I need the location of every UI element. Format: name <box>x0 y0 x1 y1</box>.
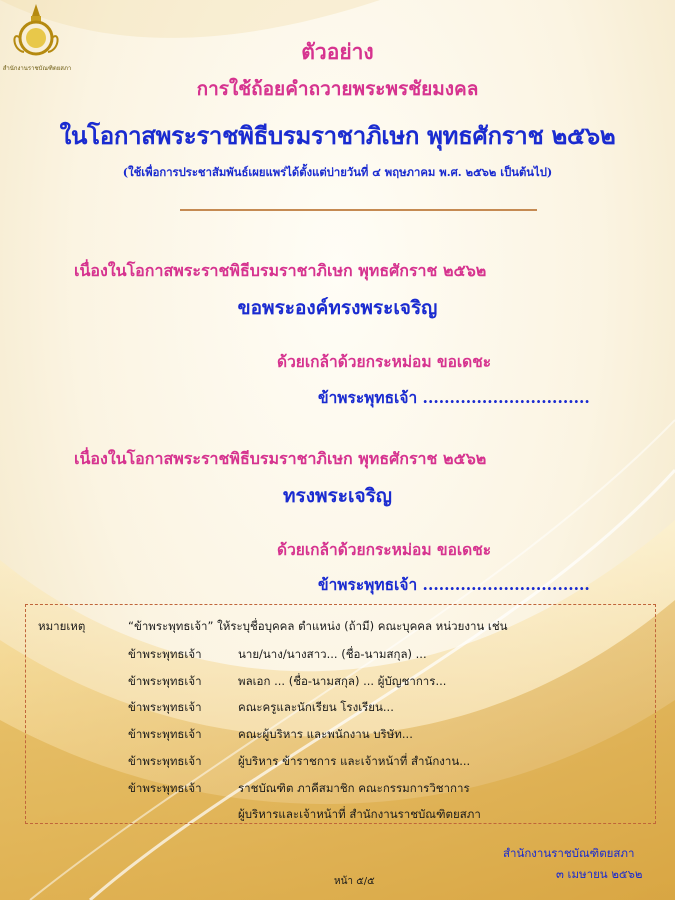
footer-office: สำนักงานราชบัณฑิตยสภา <box>503 846 635 860</box>
remarks-term: ข้าพระพุทธเจ้า <box>128 781 202 795</box>
page-number: หน้า ๕/๕ <box>334 876 375 887</box>
usage-note: (ใช้เพื่อการประชาสัมพันธ์เผยแพร่ได้ตั้งแต่บ่ายวันที่ ๔ พฤษภาคม พ.ศ. ๒๕๖๒ เป็นต้นไป) <box>122 165 553 179</box>
remarks-example: คณะผู้บริหาร และพนักงาน บริษัท... <box>238 727 413 741</box>
page-title: ตัวอย่าง <box>301 39 374 64</box>
remarks-intro: “ข้าพระพุทธเจ้า” ให้ระบุชื่อบุคคล ตำแหน่ง (ถ้ามี) คณะบุคคล หน่วยงาน เช่น <box>128 619 508 633</box>
page-subtitle-occasion: ในโอกาสพระราชพิธีบรมราชาภิเษก พุทธศักราช ๒๕๖๒ <box>59 121 616 150</box>
closing-line-1: ด้วยเกล้าด้วยกระหม่อม ขอเดชะ <box>277 352 492 371</box>
signature-line-2: ข้าพระพุทธเจ้า ............................... <box>318 575 590 594</box>
footer-date: ๓ เมษายน ๒๕๖๒ <box>556 867 643 881</box>
remarks-term: ข้าพระพุทธเจ้า <box>128 727 202 741</box>
blessing-line-1: ขอพระองค์ทรงพระเจริญ <box>237 297 438 319</box>
remarks-example: ผู้บริหารและเจ้าหน้าที่ สำนักงานราชบัณฑิตยสภา <box>238 807 481 821</box>
blessing-line-2: ทรงพระเจริญ <box>283 485 392 507</box>
signature-line-1: ข้าพระพุทธเจ้า ............................... <box>318 388 590 407</box>
page-subtitle: การใช้ถ้อยคำถวายพระพรชัยมงคล <box>196 78 479 100</box>
occasion-line-2: เนื่องในโอกาสพระราชพิธีบรมราชาภิเษก พุทธศักราช ๒๕๖๒ <box>74 449 487 468</box>
remarks-example: คณะครูและนักเรียน โรงเรียน... <box>238 700 394 714</box>
remarks-example: พลเอก ... (ชื่อ-นามสกุล) ... ผู้บัญชาการ... <box>238 674 447 688</box>
remarks-example: ราชบัณฑิต ภาคีสมาชิก คณะกรรมการวิชาการ <box>238 781 470 795</box>
remarks-example: ผู้บริหาร ข้าราชการ และเจ้าหน้าที่ สำนักงาน... <box>238 754 471 768</box>
remarks-term: ข้าพระพุทธเจ้า <box>128 700 202 714</box>
remarks-label: หมายเหตุ <box>38 619 86 633</box>
logo-caption: สำนักงานราชบัณฑิตยสภา <box>2 65 72 72</box>
occasion-line-1: เนื่องในโอกาสพระราชพิธีบรมราชาภิเษก พุทธศักราช ๒๕๖๒ <box>74 261 487 280</box>
remarks-term: ข้าพระพุทธเจ้า <box>128 674 202 688</box>
remarks-example: นาย/นาง/นางสาว... (ชื่อ-นามสกุล) ... <box>238 647 427 661</box>
remarks-term: ข้าพระพุทธเจ้า <box>128 647 202 661</box>
remarks-term: ข้าพระพุทธเจ้า <box>128 754 202 768</box>
header-divider <box>180 209 537 211</box>
closing-line-2: ด้วยเกล้าด้วยกระหม่อม ขอเดชะ <box>277 540 492 559</box>
